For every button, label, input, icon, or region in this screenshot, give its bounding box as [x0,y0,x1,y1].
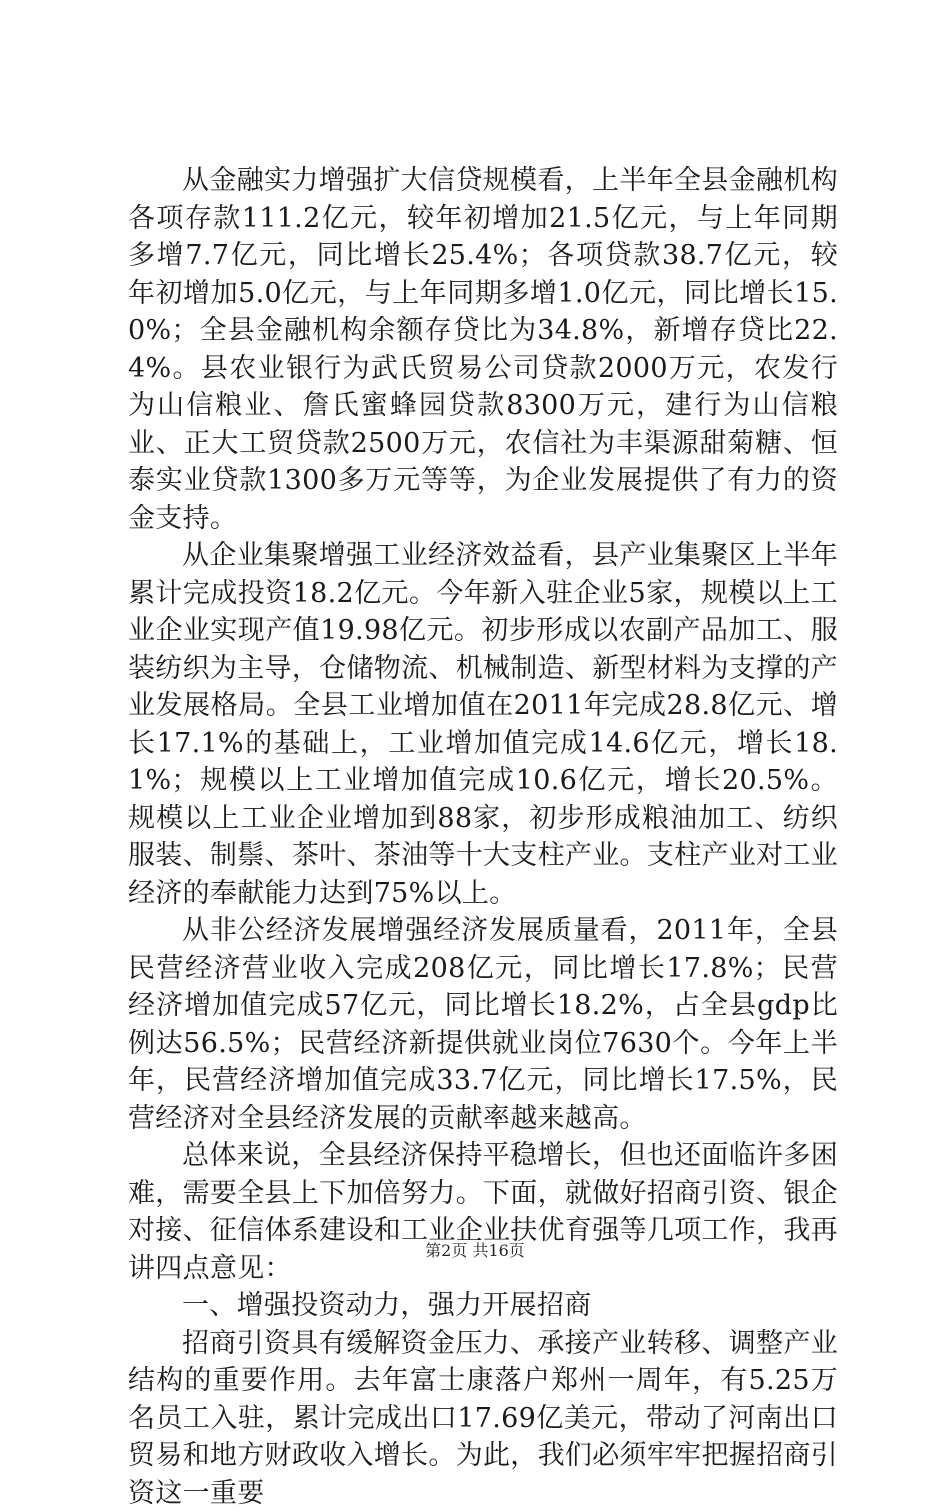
document-body [128,162,838,1512]
paragraph-financial-strength: 从金融实力增强扩大信贷规模看，上半年全县金融机构各项存款111.2亿元，较年初增加21.5亿元，与上年同期多增7.7亿元，同比增长25.4%；各项贷款38.7亿元，较年初增加5.0亿元，与上年同期多增1.0亿元，同比增长15.0%；全县金融机构余额存贷比为34.8%，新增存贷比22.4%。县农业银行为武氏贸易公司贷款2000万元，农发行为山信粮业、詹氏蜜蜂园贷款8300万元，建行为山信粮业、正大工贸贷款2500万元，农信社为丰渠源甜菊糖、恒泰实业贷款1300多万元等等，为企业发展提供了有力的资金支持。 [128,162,838,537]
paragraph-industrial-cluster: 从企业集聚增强工业经济效益看，县产业集聚区上半年累计完成投资18.2亿元。今年新入驻企业5家，规模以上工业企业实现产值19.98亿元。初步形成以农副产品加工、服装纺织为主导，仓储物流、机械制造、新型材料为支撑的产业发展格局。全县工业增加值在2011年完成28.8亿元、增长17.1%的基础上，工业增加值完成14.6亿元，增长18.1%；规模以上工业增加值完成10.6亿元，增长20.5%。规模以上工业企业增加到88家，初步形成粮油加工、纺织服装、制鬃、茶叶、茶油等十大支柱产业。支柱产业对工业经济的奉献能力达到75%以上。 [128,537,838,912]
paragraph-overall-summary: 总体来说，全县经济保持平稳增长，但也还面临许多困难，需要全县上下加倍努力。下面，就做好招商引资、银企对接、征信体系建设和工业企业扶优育强等几项工作，我再讲四点意见： [128,1137,838,1287]
paragraph-private-economy: 从非公经济发展增强经济发展质量看，2011年，全县民营经济营业收入完成208亿元，同比增长17.8%；民营经济增加值完成57亿元，同比增长18.2%，占全县gdp比例达56.5%；民营经济新提供就业岗位7630个。今年上半年，民营经济增加值完成33.7亿元，同比增长17.5%，民营经济对全县经济发展的贡献率越来越高。 [128,912,838,1137]
paragraph-investment-attraction: 招商引资具有缓解资金压力、承接产业转移、调整产业结构的重要作用。去年富士康落户郑州一周年，有5.25万名员工入驻，累计完成出口17.69亿美元，带动了河南出口贸易和地方财政收入增长。为此，我们必须牢牢把握招商引资这一重要 [128,1325,838,1512]
section-heading: 一、增强投资动力，强力开展招商 [128,1287,838,1325]
page-footer: 第2页 共16页 [0,1241,950,1261]
